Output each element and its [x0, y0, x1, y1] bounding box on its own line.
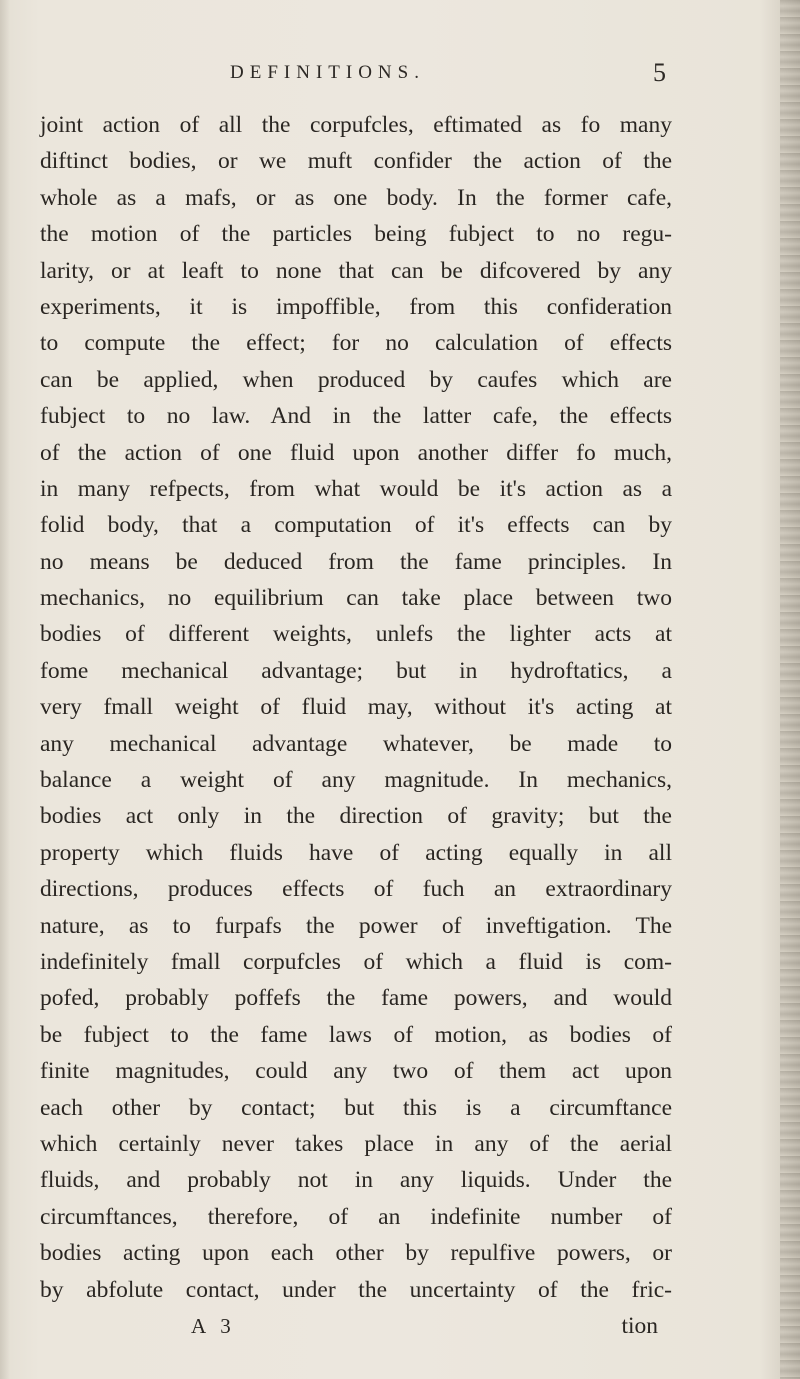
text-line: in many refpects, from what would be it's action as a — [40, 475, 672, 502]
text-line: bodies acting upon each other by repulfive powers, or — [40, 1240, 672, 1267]
text-line: the motion of the particles being fubject to no regu- — [40, 221, 672, 248]
text-line: nature, as to furpafs the power of inveftigation. The — [40, 912, 672, 939]
text-line: which certainly never takes place in any of the aerial — [40, 1130, 672, 1157]
text-line: property which fluids have of acting equally in all — [40, 839, 672, 866]
body-text — [40, 107, 672, 1344]
text-line: finite magnitudes, could any two of them act upon — [40, 1058, 672, 1085]
text-line: whole as a mafs, or as one body. In the former cafe, — [40, 184, 672, 211]
text-line: larity, or at leaft to none that can be difcovered by any — [40, 257, 672, 284]
text-line: fome mechanical advantage; but in hydroftatics, a — [40, 657, 672, 684]
text-line: to compute the effect; for no calculation of effects — [40, 330, 672, 357]
text-line: by abfolute contact, under the uncertainty of the fric- — [40, 1276, 672, 1303]
text-line: experiments, it is impoffible, from this confideration — [40, 293, 672, 320]
text-line: of the action of one fluid upon another differ fo much, — [40, 439, 672, 466]
text-line: diftinct bodies, or we muft confider the action of the — [40, 148, 672, 175]
text-line: directions, produces effects of fuch an extraordinary — [40, 876, 672, 903]
catchword: tion — [621, 1312, 658, 1339]
text-line: fluids, and probably not in any liquids. Under the — [40, 1167, 672, 1194]
text-line: can be applied, when produced by caufes which are — [40, 366, 672, 393]
text-line: no means be deduced from the fame principles. In — [40, 548, 672, 575]
text-line: pofed, probably poffefs the fame powers, and would — [40, 985, 672, 1012]
text-line: very fmall weight of fluid may, without it's acting at — [40, 694, 672, 721]
text-line: circumftances, therefore, of an indefinite number of — [40, 1203, 672, 1230]
text-line: balance a weight of any magnitude. In mechanics, — [40, 767, 672, 794]
text-line: folid body, that a computation of it's effects can by — [40, 512, 672, 539]
page-footer — [40, 1308, 672, 1344]
text-line: mechanics, no equilibrium can take place between two — [40, 585, 672, 612]
text-line: bodies of different weights, unlefs the lighter acts at — [40, 621, 672, 648]
page-edge — [780, 0, 800, 1379]
gutter-shadow — [0, 0, 10, 1379]
text-line: fubject to no law. And in the latter cafe, the effects — [40, 403, 672, 430]
text-line: bodies act only in the direction of gravity; but the — [40, 803, 672, 830]
running-head — [40, 58, 680, 98]
text-line: indefinitely fmall corpufcles of which a fluid is com- — [40, 948, 672, 975]
text-line: joint action of all the corpufcles, eftimated as fo many — [40, 112, 672, 138]
running-title: DEFINITIONS. — [230, 62, 425, 83]
text-line: each other by contact; but this is a circumftance — [40, 1094, 672, 1121]
text-line: be fubject to the fame laws of motion, as bodies of — [40, 1021, 672, 1048]
page-number: 5 — [653, 58, 666, 87]
signature-mark: A 3 — [191, 1313, 236, 1338]
text-line: any mechanical advantage whatever, be made to — [40, 730, 672, 757]
